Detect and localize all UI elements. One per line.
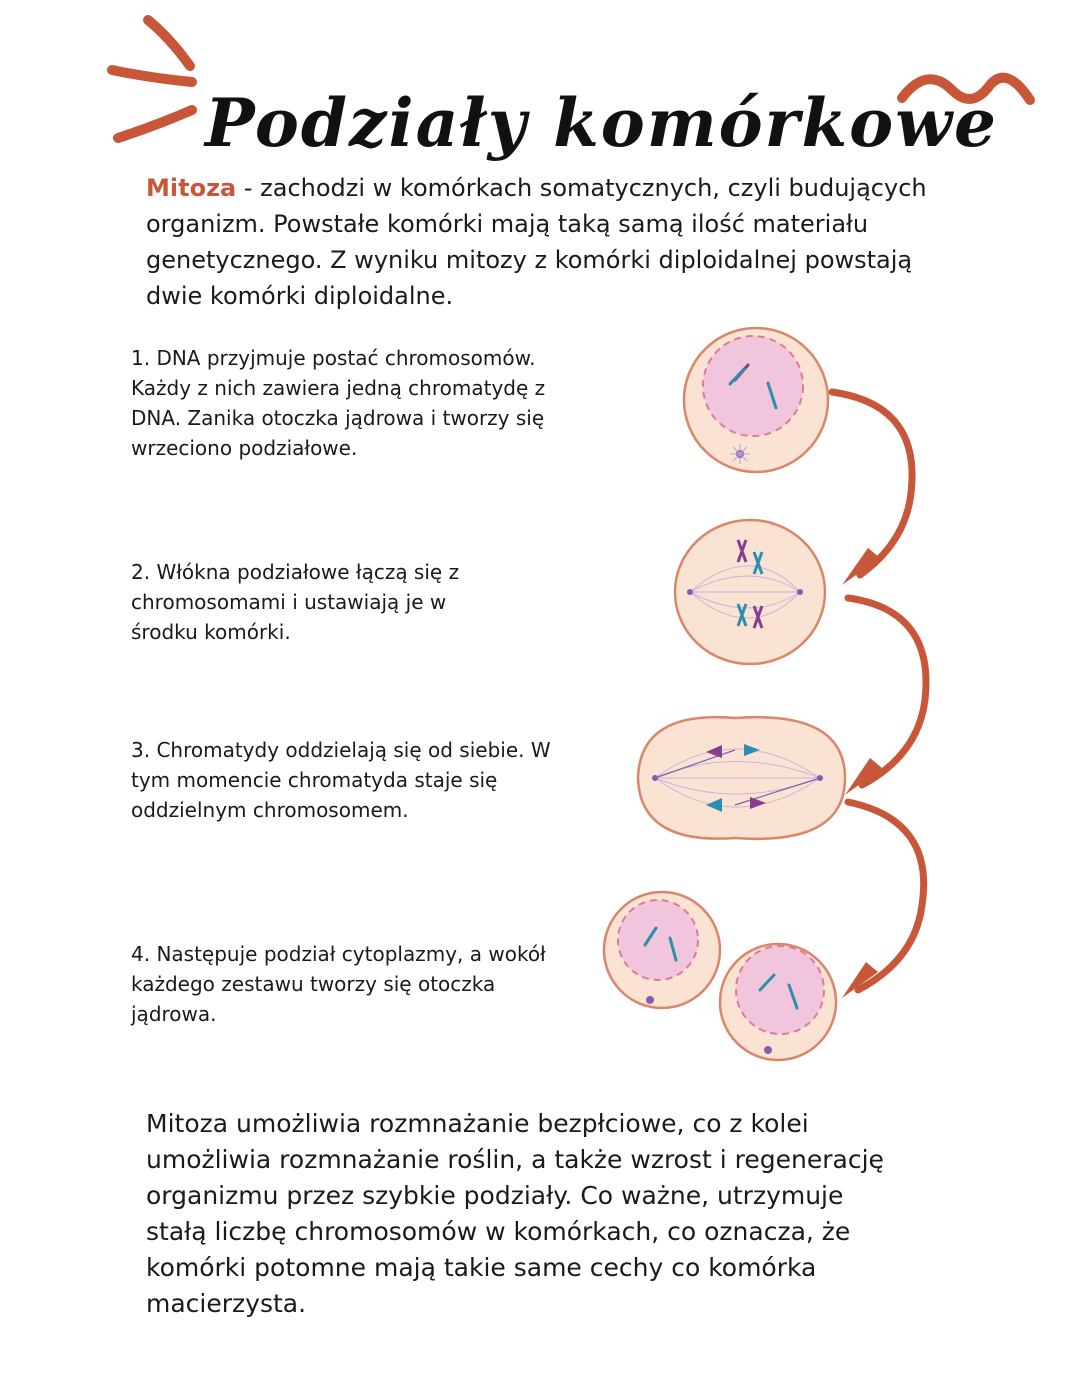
intro-text: - zachodzi w komórkach somatycznych, czyli budujących organizm. Powstałe komórki mają taką samą ilość materiału genetycznego. Z wyniku mitozy z komórki diploidalnej powstają dwie komórki diploidalne. xyxy=(146,174,927,310)
arrow-2-to-3 xyxy=(848,598,926,785)
arrow-3-to-4 xyxy=(848,802,924,990)
arrow-1-to-2 xyxy=(832,392,912,575)
cell-stage-2 xyxy=(675,520,825,664)
page-title: Podziały komórkowe xyxy=(205,84,999,163)
step-1-text: 1. DNA przyjmuje postać chromosomów. Każdy z nich zawiera jedną chromatydę z DNA. Zanika otoczka jądrowa i tworzy się wrzeciono podziałowe. xyxy=(131,346,546,460)
progress-arrows xyxy=(832,392,926,990)
step-2-text: 2. Włókna podziałowe łączą się z chromosomami i ustawiają je w środku komórki. xyxy=(131,560,460,644)
step-3-text: 3. Chromatydy oddzielają się od siebie. W tym momencie chromatyda staje się oddzielnym chromosomem. xyxy=(131,738,551,822)
cell-stage-4-left xyxy=(604,892,720,1008)
summary-paragraph: Mitoza umożliwia rozmnażanie bezpłciowe, co z kolei umożliwia rozmnażanie roślin, a także wzrost i regenerację organizmu przez szybkie podziały. Co ważne, utrzymuje stałą liczbę chromosomów w komórkach, co oznacza, że komórki potomne mają takie same cechy co komórka macierzysta. xyxy=(146,1109,884,1318)
step-4-text: 4. Następuje podział cytoplazmy, a wokół każdego zestawu tworzy się otoczka jądrowa. xyxy=(131,942,546,1026)
cell-stage-1 xyxy=(684,328,828,472)
cell-stage-4-right xyxy=(720,944,836,1060)
cell-stage-3 xyxy=(638,717,845,839)
intro-term: Mitoza xyxy=(146,174,237,202)
